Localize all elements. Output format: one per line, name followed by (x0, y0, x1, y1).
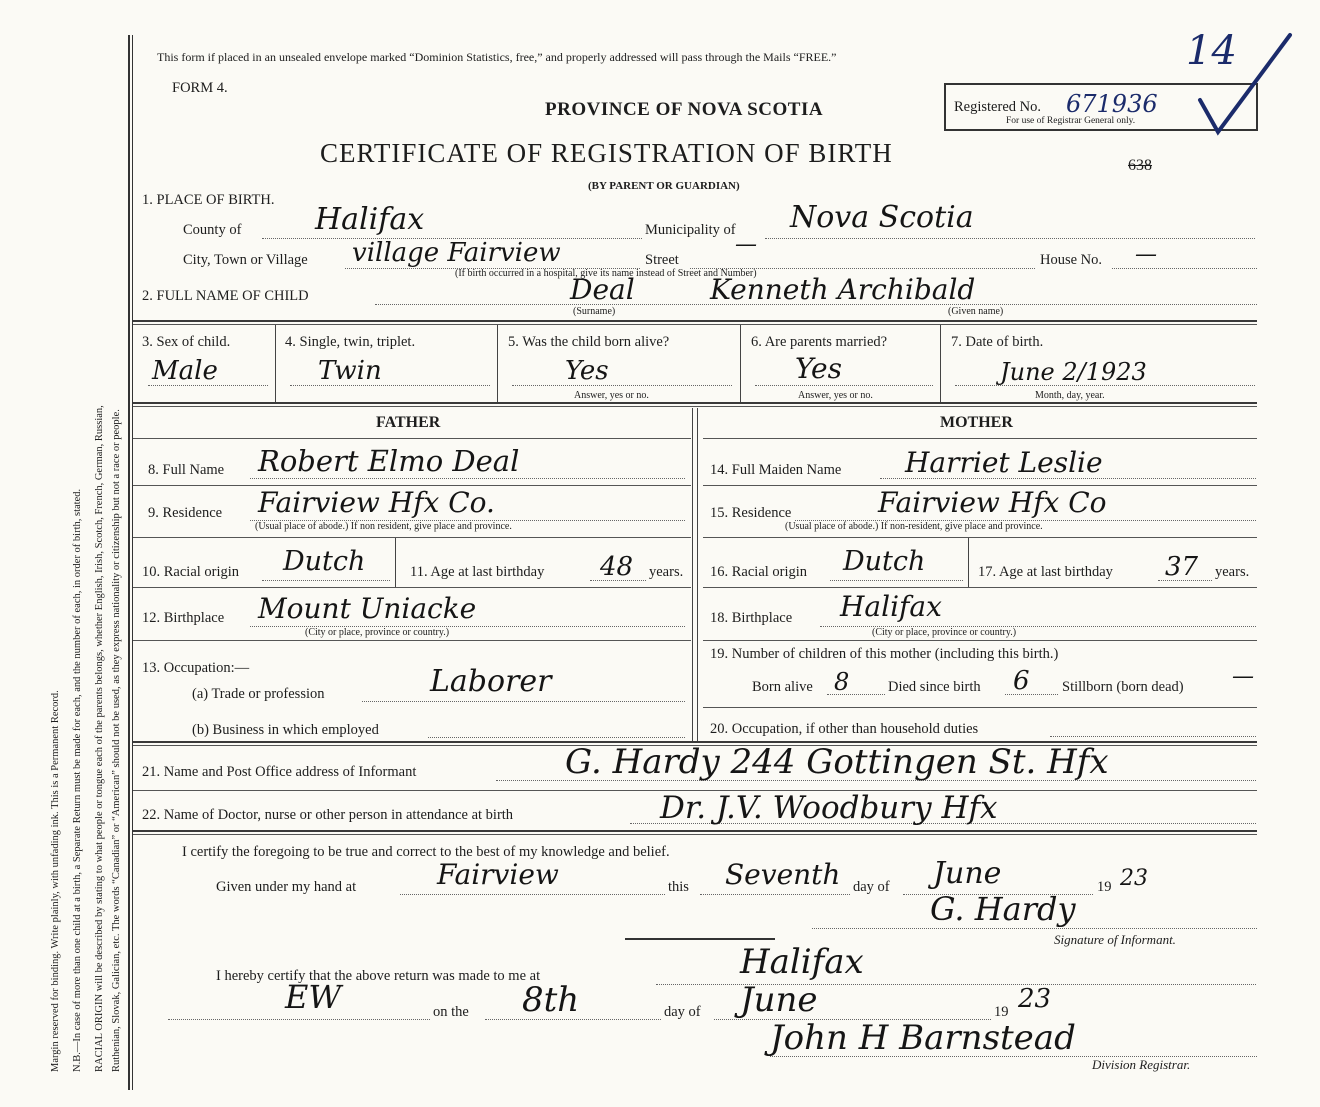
house-value: — (1135, 242, 1157, 267)
informant-signature: G. Hardy (930, 890, 1076, 928)
dob-value: June 2/1923 (1000, 358, 1147, 386)
father-name-label: 8. Full Name (148, 462, 225, 478)
doctor-label: 22. Name of Doctor, nurse or other person in attendance at birth (142, 807, 514, 823)
stillborn-label: Stillborn (born dead) (1062, 679, 1184, 695)
city-value: village Fairview (352, 238, 561, 268)
mother-birthplace: Halifax (840, 590, 942, 623)
born-alive-value: 8 (834, 668, 850, 696)
mother-years: years. (1215, 564, 1250, 580)
mother-residence-note: (Usual place of abode.) If non-resident, give place and province. (785, 521, 1043, 532)
father-name: Robert Elmo Deal (258, 444, 520, 478)
county-value: Halifax (315, 202, 425, 237)
margin-rule-inner (132, 35, 133, 1090)
mother-race: Dutch (843, 546, 926, 577)
married-value: Yes (795, 352, 842, 385)
mother-age: 37 (1165, 552, 1199, 582)
registrar-signature-label: Division Registrar. (1092, 1057, 1191, 1072)
registered-label: Registered No. (954, 99, 1041, 115)
year-prefix: 19 (1097, 879, 1112, 895)
occupation-label: 13. Occupation:— (142, 660, 250, 676)
day-of-label: day of (853, 879, 890, 895)
margin-note-multiple-births: N.B.—In case of more than one child at a birth, a Separate Return must be made for each, and the number of each, in order of birth, stated. (72, 488, 83, 1072)
father-residence-label: 9. Residence (148, 505, 223, 521)
father-birthplace-note: (City or place, province or country.) (305, 627, 450, 638)
check-mark-icon (1190, 30, 1300, 140)
day-word: Seventh (725, 858, 841, 891)
mail-notice: This form if placed in an unsealed envelope marked “Dominion Statistics, free,” and properly addressed will pass through the Mails “FREE.” (157, 50, 837, 64)
father-birthplace-label: 12. Birthplace (142, 610, 225, 626)
died-label: Died since birth (888, 679, 981, 695)
registrar-day-of-label: day of (664, 1004, 701, 1020)
given-label: Given under my hand at (216, 879, 357, 895)
on-the-label: on the (433, 1004, 469, 1020)
sex-value: Male (152, 356, 218, 386)
street-value: — (735, 232, 757, 257)
county-label: County of (183, 222, 242, 238)
father-residence: Fairview Hfx Co. (258, 486, 495, 519)
house-label: House No. (1040, 252, 1103, 268)
this-label: this (668, 879, 689, 895)
registrar-month: June (740, 980, 818, 1020)
form-number: FORM 4. (172, 80, 228, 96)
municipality-value: Nova Scotia (790, 200, 974, 235)
municipality-label: Municipality of (645, 222, 736, 238)
certify-text: I certify the foregoing to be true and correct to the best of my knowledge and belief. (182, 844, 670, 860)
margin-note-racial-origin: RACIAL ORIGIN will be described by stating to what people or tongue each of the parents belongs, whether English, Irish, Scotch, French, German, Russian, (94, 405, 105, 1072)
registered-number: 671936 (1066, 90, 1158, 118)
informant-value: G. Hardy 244 Gottingen St. Hfx (565, 742, 1109, 782)
mother-name-label: 14. Full Maiden Name (710, 462, 842, 478)
place-label: 1. PLACE OF BIRTH. (142, 192, 275, 208)
given-place: Fairview (437, 858, 559, 891)
dob-label: 7. Date of birth. (951, 334, 1044, 350)
married-note: Answer, yes or no. (798, 390, 873, 401)
mother-race-label: 16. Racial origin (710, 564, 808, 580)
mother-birthplace-label: 18. Birthplace (710, 610, 793, 626)
dob-note: Month, day, year. (1035, 390, 1105, 401)
father-age: 48 (600, 552, 634, 582)
mother-birthplace-note: (City or place, province or country.) (872, 627, 1017, 638)
registrar-day: 8th (522, 980, 580, 1020)
hereby-text: I hereby certify that the above return was made to me at (216, 968, 541, 984)
mother-residence: Fairview Hfx Co (878, 486, 1107, 519)
mother-name: Harriet Leslie (905, 446, 1103, 479)
divider (625, 938, 775, 940)
multiple-label: 4. Single, twin, triplet. (285, 334, 416, 350)
page-subtitle: (BY PARENT OR GUARDIAN) (588, 180, 740, 192)
father-residence-note: (Usual place of abode.) If non resident, give place and province. (255, 521, 512, 532)
margin-note-binding: Margin reserved for binding. Write plainly, with unfading ink. This is a Permanent Record. (50, 690, 61, 1072)
multiple-value: Twin (318, 356, 382, 386)
alive-note: Answer, yes or no. (574, 390, 649, 401)
registrar-year: 23 (1018, 984, 1052, 1014)
margin-note-racial-origin-2: Ruthenian, Slovak, Galician, etc. The words “Canadian” or “American” should not be used, as they express nationality or citizenship but not a race or people. (111, 409, 122, 1072)
father-age-label: 11. Age at last birthday (410, 564, 545, 580)
business-label: (b) Business in which employed (192, 722, 379, 738)
alive-value: Yes (565, 356, 609, 386)
signature-label: Signature of Informant. (1054, 932, 1176, 947)
registrar-mark: EW (285, 978, 342, 1016)
registrar-year-prefix: 19 (994, 1004, 1009, 1020)
doctor-value: Dr. J.V. Woodbury Hfx (660, 790, 998, 826)
month-value: June (933, 856, 1002, 891)
year-value: 23 (1120, 866, 1148, 891)
father-years: years. (649, 564, 684, 580)
mother-age-label: 17. Age at last birthday (978, 564, 1113, 580)
registrar-place: Halifax (740, 942, 864, 982)
city-label: City, Town or Village (183, 252, 308, 268)
hospital-note: (If birth occurred in a hospital, give its name instead of Street and Number) (455, 268, 757, 279)
informant-label: 21. Name and Post Office address of Informant (142, 764, 417, 780)
province-heading: PROVINCE OF NOVA SCOTIA (545, 99, 824, 120)
alive-label: 5. Was the child born alive? (508, 334, 670, 350)
born-alive-label: Born alive (752, 679, 813, 695)
registrar-note: For use of Registrar General only. (1006, 116, 1136, 126)
trade-value: Laborer (430, 664, 552, 699)
mother-heading: MOTHER (940, 414, 1013, 431)
page-title: CERTIFICATE OF REGISTRATION OF BIRTH (320, 138, 893, 168)
child-surname: Deal (570, 273, 635, 306)
given-name-note: (Given name) (948, 306, 1004, 317)
father-heading: FATHER (376, 414, 441, 431)
child-given-name: Kenneth Archibald (710, 273, 976, 306)
father-race: Dutch (283, 546, 366, 577)
father-race-label: 10. Racial origin (142, 564, 240, 580)
registrar-signature: John H Barnstead (770, 1018, 1076, 1058)
margin-rule (128, 35, 130, 1090)
corner-mark: 14 (1186, 28, 1237, 74)
sex-label: 3. Sex of child. (142, 334, 231, 350)
children-label: 19. Number of children of this mother (including this birth.) (710, 646, 1059, 662)
mother-residence-label: 15. Residence (710, 505, 792, 521)
trade-label: (a) Trade or profession (192, 686, 325, 702)
surname-note: (Surname) (573, 306, 616, 317)
married-label: 6. Are parents married? (751, 334, 888, 350)
struck-number: 638 (1128, 157, 1152, 174)
child-name-label: 2. FULL NAME OF CHILD (142, 288, 309, 304)
mother-occupation-label: 20. Occupation, if other than household duties (710, 721, 979, 737)
street-label: Street (645, 252, 679, 268)
died-value: 6 (1013, 666, 1030, 696)
father-birthplace: Mount Uniacke (258, 592, 477, 625)
stillborn-value: — (1232, 664, 1254, 689)
